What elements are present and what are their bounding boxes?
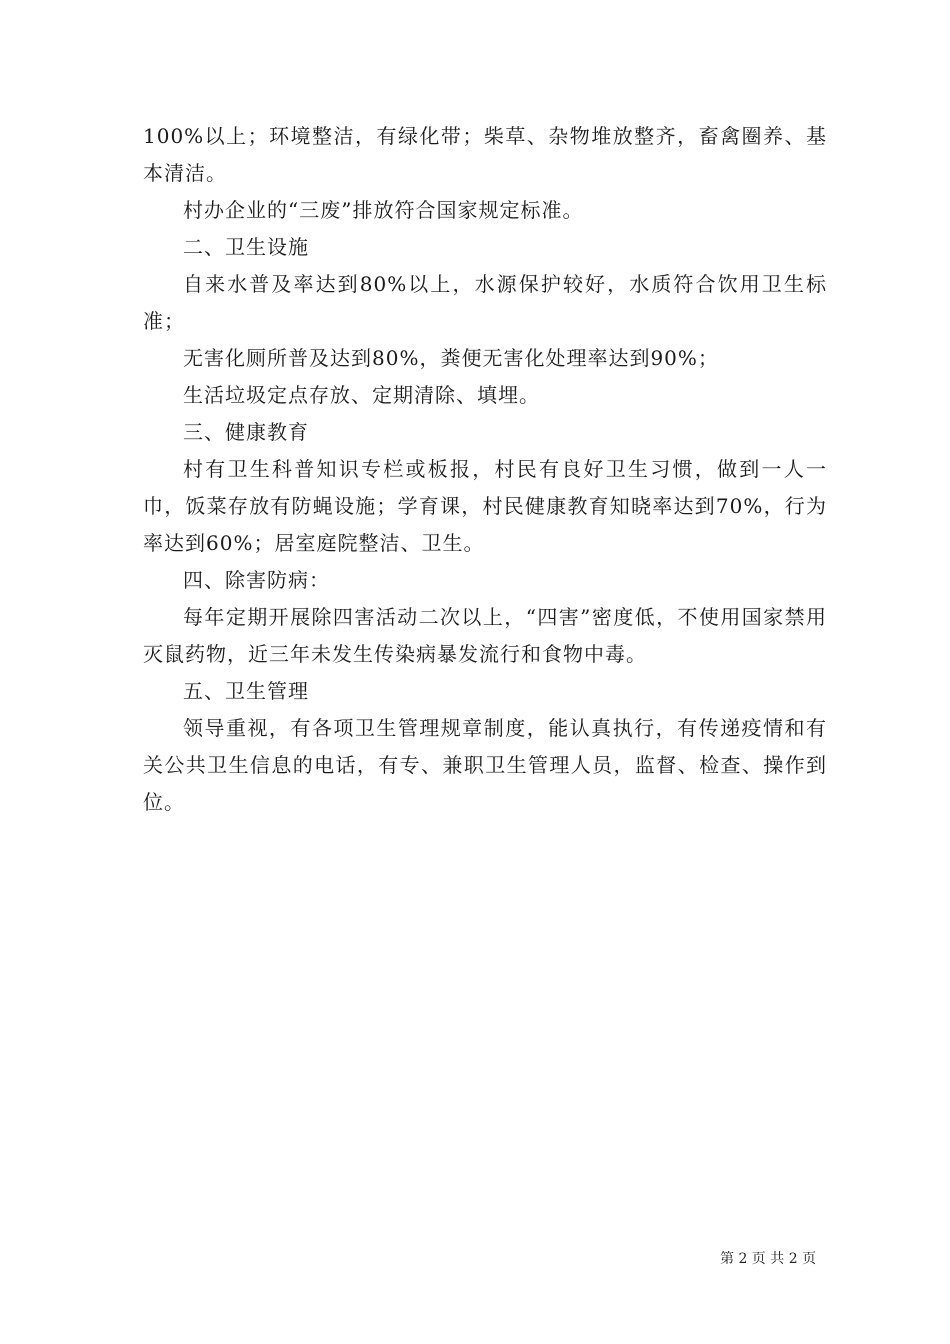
document-body [143, 118, 827, 821]
paragraph-health-education: 村有卫生科普知识专栏或板报，村民有良好卫生习惯，做到一人一巾，饭菜存放有防蝇设施；学育课，村民健康教育知晓率达到70%，行为率达到60%；居室庭院整洁、卫生。 [143, 457, 827, 555]
section-heading-pest-control: 四、除害防病： [183, 568, 330, 592]
paragraph-toilets: 无害化厕所普及达到80%，粪便无害化处理率达到90%； [183, 346, 719, 370]
paragraph-tap-water: 自来水普及率达到80%以上，水源保护较好，水质符合饮用卫生标准； [143, 272, 827, 333]
paragraph-garbage: 生活垃圾定点存放、定期清除、填埋。 [183, 383, 540, 407]
section-heading-sanitation-facilities: 二、卫生设施 [183, 235, 309, 259]
paragraph-sanitation-management: 领导重视，有各项卫生管理规章制度，能认真执行，有传递疫情和有关公共卫生信息的电话，有专、兼职卫生管理人员，监督、检查、操作到位。 [143, 716, 827, 814]
paragraph-pest-control: 每年定期开展除四害活动二次以上，“四害”密度低，不使用国家禁用灭鼠药物，近三年未发生传染病暴发流行和食物中毒。 [143, 605, 827, 666]
page-number-footer: 第 2 页 共 2 页 [720, 1251, 817, 1267]
section-heading-health-education: 三、健康教育 [183, 420, 309, 444]
paragraph-three-wastes: 村办企业的“三废”排放符合国家规定标准。 [183, 198, 584, 222]
section-heading-sanitation-management: 五、卫生管理 [183, 679, 309, 703]
paragraph-continuation: 100%以上；环境整洁，有绿化带；柴草、杂物堆放整齐，畜禽圈养、基本清洁。 [143, 124, 827, 185]
